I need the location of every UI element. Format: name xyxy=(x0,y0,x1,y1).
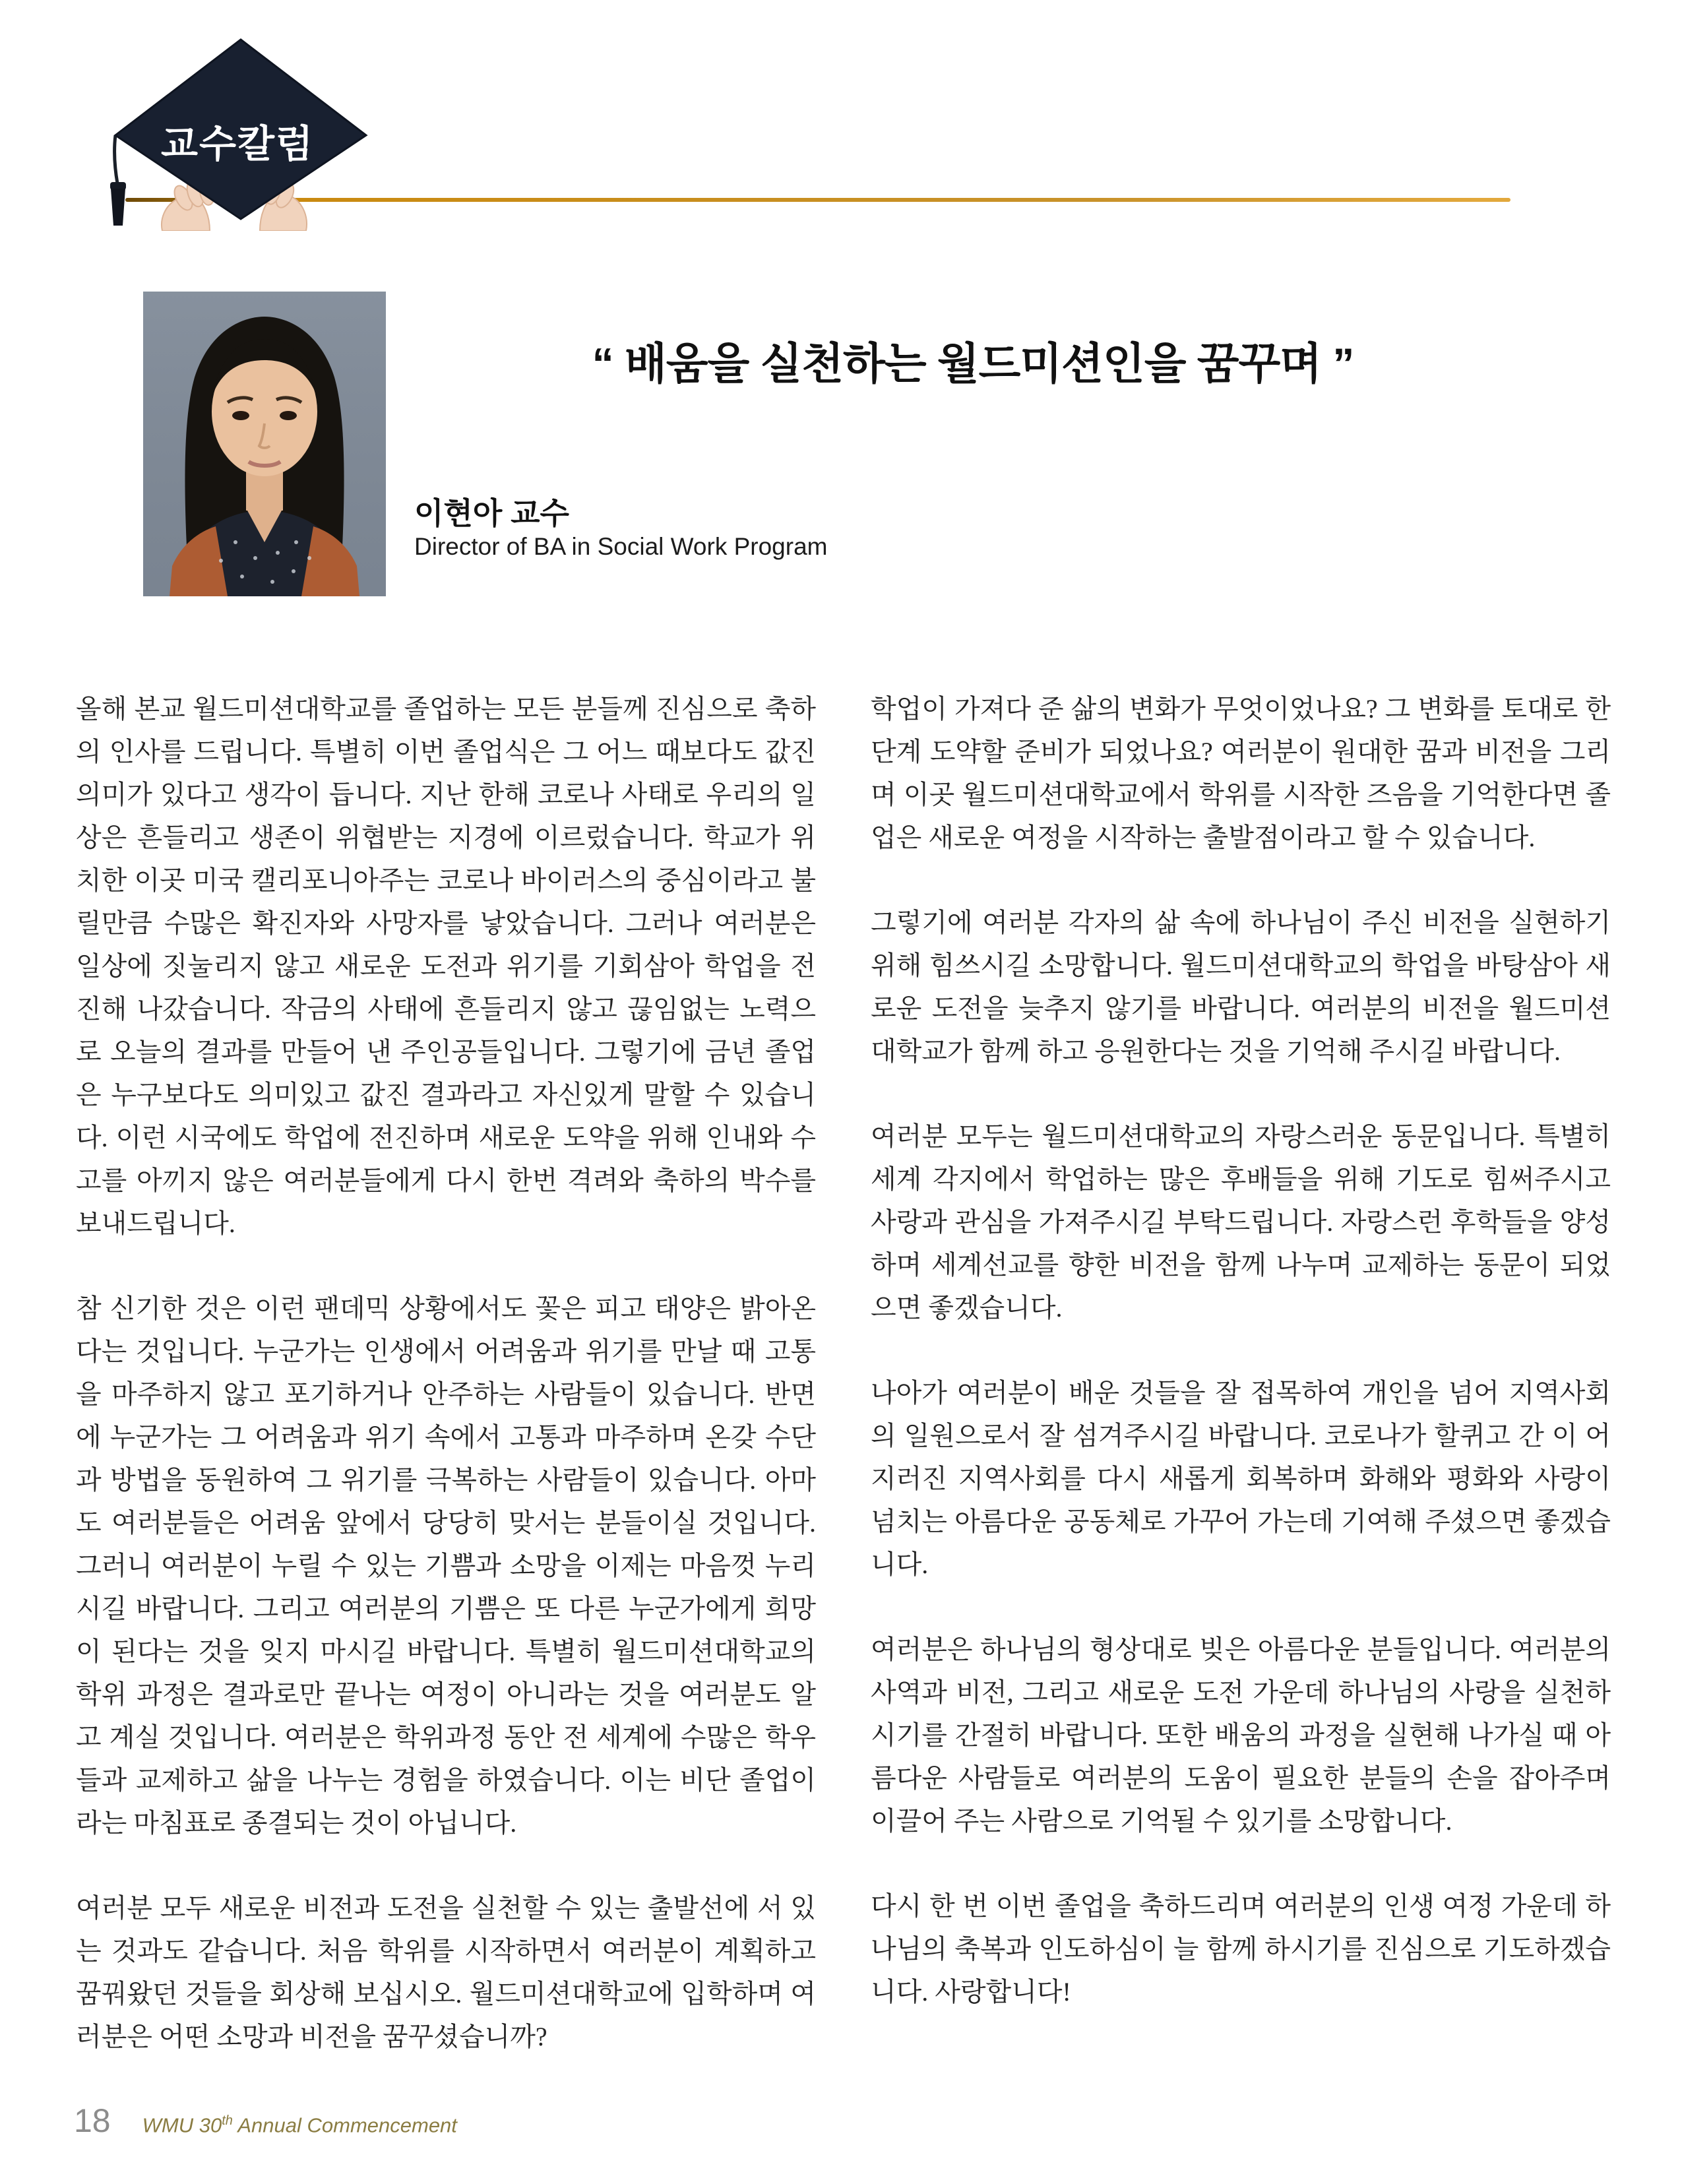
portrait-graphic xyxy=(143,292,386,596)
article-paragraph: 학업이 가져다 준 삶의 변화가 무엇이었나요? 그 변화를 토대로 한 단계 도약할 준비가 되었나요? 여러분이 원대한 꿈과 비전을 그리며 이곳 월드미션대학교에서 학위를 시작한 즈음을 기억한다면 졸업은 새로운 여정을 시작하는 출발점이라고 할 수 있습니다. xyxy=(871,694,1611,852)
page-footer xyxy=(74,2102,457,2148)
article-paragraph: 그렇기에 여러분 각자의 삶 속에 하나님이 주신 비전을 실현하기 위해 힘쓰시길 소망합니다. 월드미션대학교의 학업을 바탕삼아 새로운 도전을 늦추지 않기를 바랍니다. 여러분의 비전을 월드미션대학교가 함께 하고 응원한다는 것을 기억해 주시길 바랍니다. xyxy=(871,908,1611,1066)
article-paragraph: 여러분 모두 새로운 비전과 도전을 실천할 수 있는 출발선에 서 있는 것과도 같습니다. 처음 학위를 시작하면서 여러분이 계획하고 꿈꿔왔던 것들을 회상해 보십시오. 월드미션대학교에 입학하며 여러분은 어떤 소망과 비전을 꿈꾸셨습니까? xyxy=(76,1893,816,2051)
article-paragraph: 여러분 모두는 월드미션대학교의 자랑스러운 동문입니다. 특별히 세계 각지에서 학업하는 많은 후배들을 위해 기도로 힘써주시고 사랑과 관심을 가져주시길 부탁드립니다. 자랑스런 후학들을 양성하며 세계선교를 향한 비전을 함께 나누며 교제하는 동문이 되었으면 좋겠습니다. xyxy=(871,1121,1611,1323)
article-paragraph: 올해 본교 월드미션대학교를 졸업하는 모든 분들께 진심으로 축하의 인사를 드립니다. 특별히 이번 졸업식은 그 어느 때보다도 값진 의미가 있다고 생각이 듭니다. 지난 한해 코로나 사태로 우리의 일상은 흔들리고 생존이 위협받는 지경에 이르렀습니다. 학교가 위치한 이곳 미국 캘리포니아주는 코로나 바이러스의 중심이라고 불릴만큼 수많은 확진자와 사망자를 낳았습니다. 그러나 여러분은 일상에 짓눌리지 않고 새로운 도전과 위기를 기회삼아 학업을 전진해 나갔습니다. 작금의 사태에 흔들리지 않고 끊임없는 노력으로 오늘의 결과를 만들어 낸 주인공들입니다. 그렇기에 금년 졸업은 누구보다도 의미있고 값진 결과라고 자신있게 말할 수 있습니다. 이런 시국에도 학업에 전진하며 새로운 도약을 위해 인내와 수고를 아끼지 않은 여러분들에게 다시 한번 격려와 축하의 박수를 보내드립니다. xyxy=(76,694,816,1238)
article-headline: “ 배움을 실천하는 월드미션인을 꿈꾸며 ” xyxy=(592,339,1354,388)
author-title: Director of BA in Social Work Program xyxy=(414,533,828,560)
article-paragraph: 다시 한 번 이번 졸업을 축하드리며 여러분의 인생 여정 가운데 하나님의 축복과 인도하심이 늘 함께 하시기를 진심으로 기도하겠습니다. 사랑합니다! xyxy=(871,1891,1611,2007)
graduation-cap-icon xyxy=(99,33,383,231)
article-right-column xyxy=(871,687,1611,2013)
article-paragraph: 나아가 여러분이 배운 것들을 잘 접목하여 개인을 넘어 지역사회의 일원으로서 잘 섬겨주시길 바랍니다. 코로나가 할퀴고 간 이 어지러진 지역사회를 다시 새롭게 회복하며 화해와 평화와 사랑이 넘치는 아름다운 공동체로 가꾸어 가는데 기여해 주셨으면 좋겠습니다. xyxy=(871,1378,1611,1579)
footer-text-prefix: WMU 30 xyxy=(142,2113,222,2137)
article-paragraph: 참 신기한 것은 이런 팬데믹 상황에서도 꽃은 피고 태양은 밝아온다는 것입니다. 누군가는 인생에서 어려움과 위기를 만날 때 고통을 마주하지 않고 포기하거나 안주하는 사람들이 있습니다. 반면에 누군가는 그 어려움과 위기 속에서 고통과 마주하며 온갖 수단과 방법을 동원하여 그 위기를 극복하는 사람들이 있습니다. 아마도 여러분들은 어려움 앞에서 당당히 맞서는 분들이실 것입니다. 그러니 여러분이 누릴 수 있는 기쁨과 소망을 이제는 마음껏 누리시길 바랍니다. 그리고 여러분의 기쁨은 또 다른 누군가에게 희망이 된다는 것을 잊지 마시길 바랍니다. 특별히 월드미션대학교의 학위 과정은 결과로만 끝나는 여정이 아니라는 것을 여러분도 알고 계실 것입니다. 여러분은 학위과정 동안 전 세계에 수많은 학우들과 교제하고 삶을 나누는 경험을 하였습니다. 이는 비단 졸업이라는 마침표로 종결되는 것이 아닙니다. xyxy=(76,1294,816,1838)
professor-photo xyxy=(143,292,386,596)
graduation-cap-graphic xyxy=(99,33,383,231)
author-name: 이현아 교수 xyxy=(414,496,569,530)
section-label: 교수칼럼 xyxy=(160,123,315,166)
article-left-column xyxy=(76,687,816,2058)
page-number: 18 xyxy=(74,2102,111,2139)
footer-text-superscript: th xyxy=(222,2113,233,2128)
footer-publication-text xyxy=(142,2113,457,2137)
article-paragraph: 여러분은 하나님의 형상대로 빚은 아름다운 분들입니다. 여러분의 사역과 비전, 그리고 새로운 도전 가운데 하나님의 사랑을 실천하시기를 간절히 바랍니다. 또한 배움의 과정을 실현해 나가실 때 아름다운 사람들로 여러분의 도움이 필요한 분들의 손을 잡아주며 이끌어 주는 사람으로 기억될 수 있기를 소망합니다. xyxy=(871,1635,1611,1836)
footer-text-suffix: Annual Commencement xyxy=(232,2113,457,2137)
